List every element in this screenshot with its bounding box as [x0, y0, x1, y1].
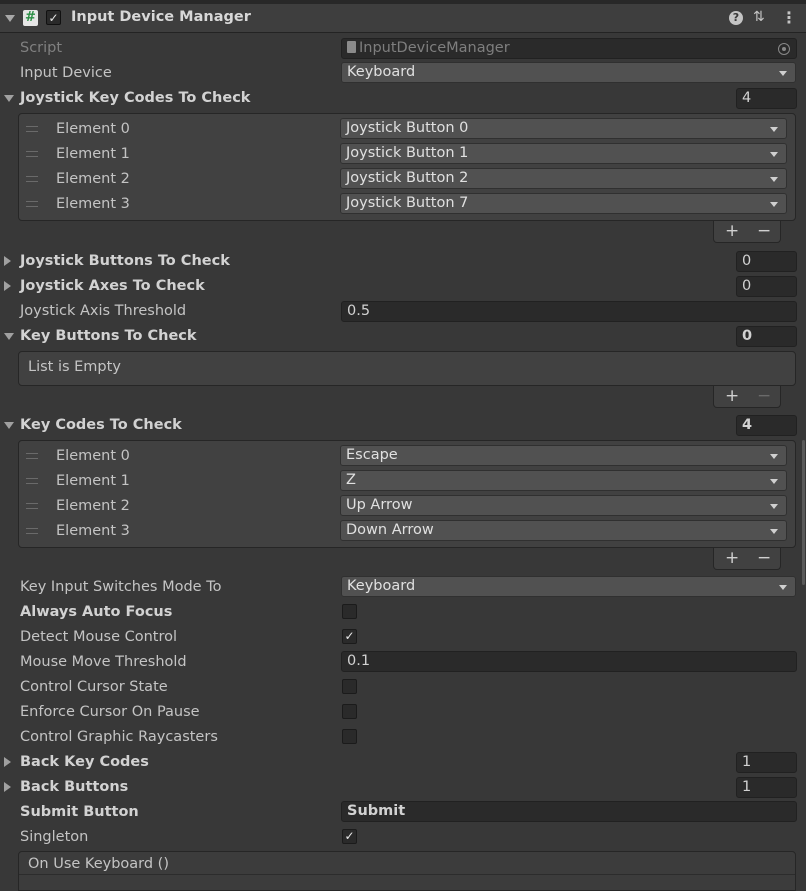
back-buttons-label[interactable]: Back Buttons — [20, 779, 129, 795]
script-value: InputDeviceManager — [359, 40, 510, 56]
chevron-down-icon — [770, 177, 778, 182]
element-dropdown[interactable] — [340, 520, 787, 541]
enforce-cursor-on-pause-label: Enforce Cursor On Pause — [20, 704, 200, 720]
expand-arrow-icon[interactable] — [4, 422, 14, 429]
key-codes-label[interactable]: Key Codes To Check — [20, 417, 182, 433]
expand-arrow-icon[interactable] — [4, 281, 11, 291]
key-buttons-size[interactable]: 0 — [736, 326, 797, 347]
control-graphic-raycasters-checkbox[interactable] — [342, 729, 357, 744]
add-element-button[interactable]: + — [725, 221, 740, 241]
drag-handle-icon[interactable] — [26, 176, 38, 182]
element-value: Escape — [346, 447, 398, 463]
script-file-icon — [347, 41, 356, 53]
expand-arrow-icon[interactable] — [4, 256, 11, 266]
element-label: Element 2 — [56, 498, 130, 514]
scrollbar[interactable] — [802, 440, 805, 585]
key-input-switches-mode-value: Keyboard — [347, 578, 416, 594]
drag-handle-icon[interactable] — [26, 151, 38, 157]
element-label: Element 1 — [56, 146, 130, 162]
key-buttons-label[interactable]: Key Buttons To Check — [20, 328, 197, 344]
on-use-keyboard-event — [18, 851, 796, 891]
element-label: Element 0 — [56, 448, 130, 464]
list-footer — [713, 548, 781, 570]
detect-mouse-control-checkbox[interactable]: ✓ — [342, 629, 357, 644]
key-input-switches-mode-label: Key Input Switches Mode To — [20, 579, 222, 595]
empty-list-text: List is Empty — [28, 359, 121, 375]
drag-handle-icon[interactable] — [26, 201, 38, 207]
joystick-key-codes-label[interactable]: Joystick Key Codes To Check — [20, 90, 251, 106]
component-enabled-checkbox[interactable]: ✓ — [46, 10, 61, 25]
presets-icon[interactable]: ⇅ — [753, 9, 765, 25]
on-use-keyboard-label: On Use Keyboard () — [28, 856, 169, 872]
joystick-axis-threshold-field[interactable]: 0.5 — [341, 301, 797, 322]
element-value: Z — [346, 472, 356, 488]
element-dropdown[interactable] — [340, 495, 787, 516]
script-label: Script — [20, 40, 63, 56]
always-auto-focus-label: Always Auto Focus — [20, 604, 173, 620]
joystick-axis-threshold-label: Joystick Axis Threshold — [20, 303, 187, 319]
element-label: Element 2 — [56, 171, 130, 187]
mouse-move-threshold-field[interactable]: 0.1 — [341, 651, 797, 672]
control-cursor-state-label: Control Cursor State — [20, 679, 168, 695]
singleton-label: Singleton — [20, 829, 89, 845]
joystick-axes-size[interactable]: 0 — [736, 276, 797, 297]
chevron-down-icon — [770, 479, 778, 484]
back-key-codes-size[interactable]: 1 — [736, 752, 797, 773]
chevron-down-icon — [770, 529, 778, 534]
element-dropdown[interactable] — [340, 143, 787, 164]
input-device-label: Input Device — [20, 65, 112, 81]
remove-element-button[interactable]: − — [757, 548, 772, 568]
key-input-switches-mode-dropdown[interactable] — [341, 576, 796, 597]
expand-arrow-icon[interactable] — [4, 757, 11, 767]
expand-arrow-icon[interactable] — [4, 333, 14, 340]
drag-handle-icon[interactable] — [26, 453, 38, 459]
list-footer — [713, 386, 781, 408]
element-dropdown[interactable] — [340, 470, 787, 491]
mouse-move-threshold-label: Mouse Move Threshold — [20, 654, 187, 670]
component-header[interactable] — [0, 4, 806, 33]
element-dropdown[interactable] — [340, 118, 787, 139]
add-element-button[interactable]: + — [725, 548, 740, 568]
chevron-down-icon — [770, 202, 778, 207]
remove-element-button: − — [757, 386, 772, 406]
input-device-dropdown[interactable] — [341, 62, 796, 83]
object-picker-icon[interactable] — [778, 43, 790, 55]
element-value: Joystick Button 0 — [346, 120, 469, 136]
chevron-down-icon — [770, 127, 778, 132]
script-field[interactable] — [341, 38, 797, 59]
collapse-arrow-icon[interactable] — [5, 15, 15, 22]
submit-button-field[interactable]: Submit — [341, 801, 797, 822]
singleton-checkbox[interactable]: ✓ — [342, 829, 357, 844]
drag-handle-icon[interactable] — [26, 528, 38, 534]
chevron-down-icon — [779, 585, 787, 590]
drag-handle-icon[interactable] — [26, 126, 38, 132]
list-footer — [713, 221, 781, 243]
element-value: Joystick Button 1 — [346, 145, 469, 161]
detect-mouse-control-label: Detect Mouse Control — [20, 629, 178, 645]
key-buttons-list — [18, 351, 796, 386]
element-dropdown[interactable] — [340, 193, 787, 214]
more-options-icon[interactable]: ⋮ — [781, 8, 797, 27]
expand-arrow-icon[interactable] — [4, 95, 14, 102]
event-divider — [19, 874, 795, 875]
add-element-button[interactable]: + — [725, 386, 740, 406]
joystick-axes-label[interactable]: Joystick Axes To Check — [20, 278, 205, 294]
drag-handle-icon[interactable] — [26, 503, 38, 509]
input-device-value: Keyboard — [347, 64, 416, 80]
element-dropdown[interactable] — [340, 168, 787, 189]
chevron-down-icon — [770, 504, 778, 509]
element-label: Element 3 — [56, 196, 130, 212]
help-icon[interactable]: ? — [729, 11, 743, 25]
element-label: Element 3 — [56, 523, 130, 539]
joystick-buttons-size[interactable]: 0 — [736, 251, 797, 272]
chevron-down-icon — [779, 71, 787, 76]
always-auto-focus-checkbox[interactable] — [342, 604, 357, 619]
element-label: Element 0 — [56, 121, 130, 137]
back-buttons-size[interactable]: 1 — [736, 777, 797, 798]
element-value: Up Arrow — [346, 497, 413, 513]
remove-element-button[interactable]: − — [757, 221, 772, 241]
control-cursor-state-checkbox[interactable] — [342, 679, 357, 694]
component-title: Input Device Manager — [71, 9, 251, 25]
element-value: Down Arrow — [346, 522, 434, 538]
enforce-cursor-on-pause-checkbox[interactable] — [342, 704, 357, 719]
element-value: Joystick Button 7 — [346, 195, 469, 211]
control-graphic-raycasters-label: Control Graphic Raycasters — [20, 729, 218, 745]
expand-arrow-icon[interactable] — [4, 782, 11, 792]
element-value: Joystick Button 2 — [346, 170, 469, 186]
element-label: Element 1 — [56, 473, 130, 489]
joystick-key-codes-size[interactable]: 4 — [736, 88, 797, 109]
joystick-buttons-label[interactable]: Joystick Buttons To Check — [20, 253, 230, 269]
chevron-down-icon — [770, 152, 778, 157]
csharp-script-icon: # — [23, 10, 38, 26]
drag-handle-icon[interactable] — [26, 478, 38, 484]
element-dropdown[interactable] — [340, 445, 787, 466]
back-key-codes-label[interactable]: Back Key Codes — [20, 754, 149, 770]
submit-button-label: Submit Button — [20, 804, 139, 820]
chevron-down-icon — [770, 454, 778, 459]
key-codes-size[interactable]: 4 — [736, 415, 797, 436]
